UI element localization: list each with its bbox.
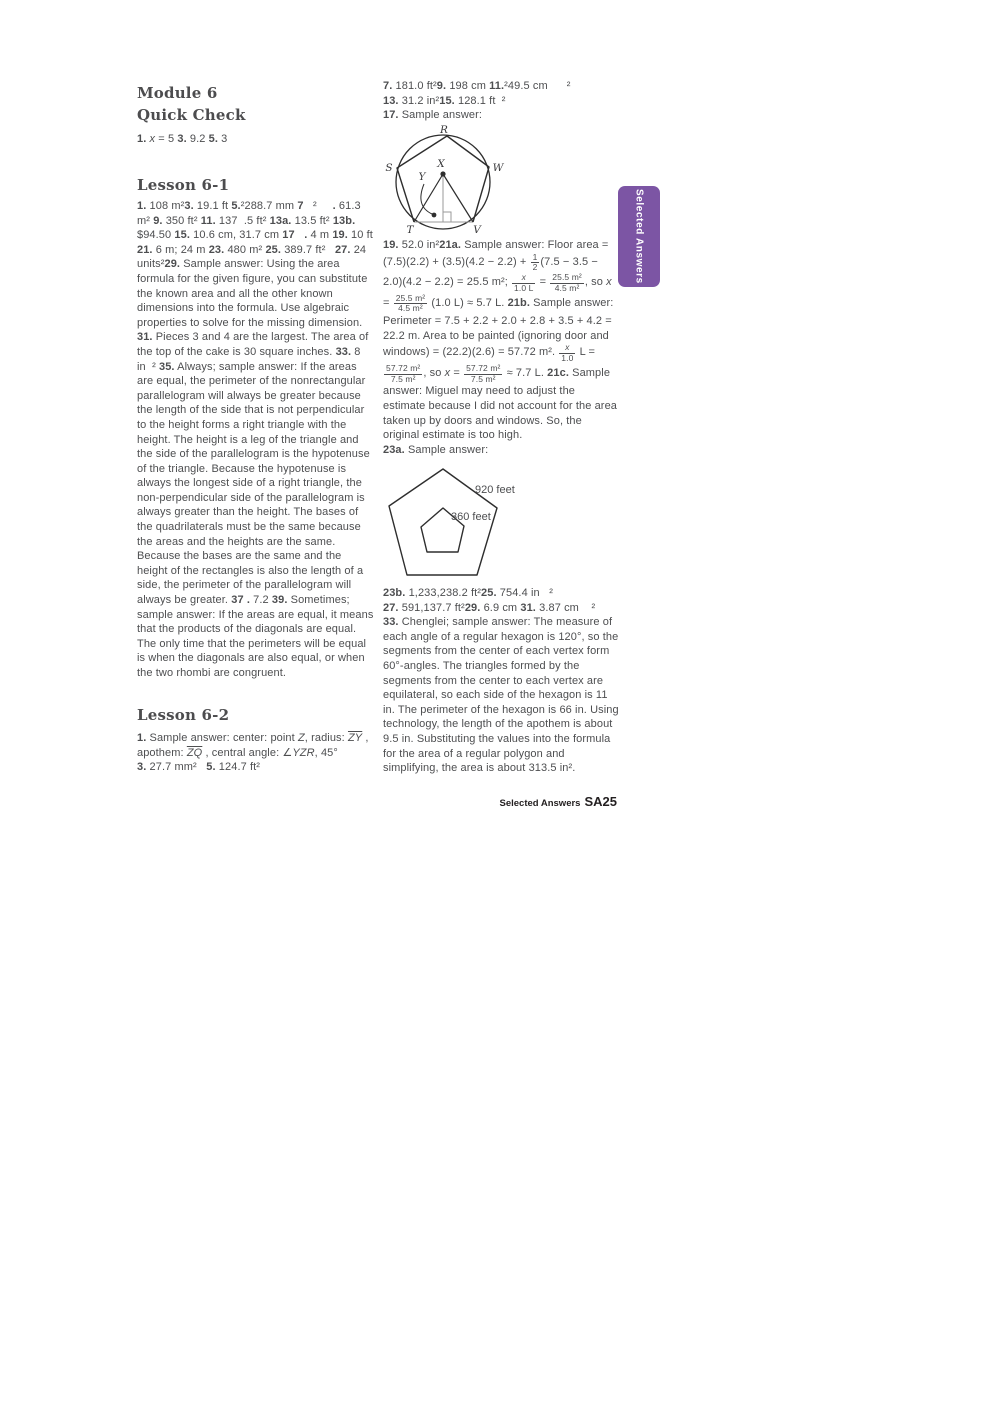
- point-label-y: Y: [418, 171, 426, 183]
- selected-answers-tab: [618, 186, 660, 287]
- vertex-label-r: R: [440, 124, 448, 136]
- center-label-x: X: [437, 158, 445, 170]
- quick-check-answers: 1. x = 5 3. 9.2 5. 3: [137, 133, 228, 145]
- outer-pentagon-label: 920 feet: [475, 484, 515, 496]
- center-point-x: [440, 171, 445, 176]
- lesson-6-1-answers: 1. 108 m²3. 19.1 ft 5.²288.7 mm 7 ² . 61.3 m² 9. 350 ft² 11. 137 .5 ft² 13a. 13.5 ft² 13b. $94.50 15. 10.6 cm, 31.7 cm 17 . 4 m 19. 10 ft 21. 6 m; 24 m 23. 480 m² 25. 389.7 ft² 27. 24 units²29. Sample answer: Using the area formula for the given figure, you can substitute the known area and all the other known dimensions into the formula. Use algebraic properties to solve for the missing dimension. 31. Pieces 3 and 4 are the largest. The area of the top of the cake is 30 square inches. 33. 8 in ² 35. Always; sample answer: If the areas are equal, the perimeter of the nonrectangular parallelogram will always be greater because the length of the side that is not perpendicular to the height forms a right triangle with the height. The height is a leg of the triangle and the side of the parallelogram is the hypotenuse of the triangle. Because the hypotenuse is always the longest side of a right triangle, the non-perpendicular side of the parallelogram is always greater than the height. The bases of the quadrilaterals must be the same because the areas and the heights are the same. Because the bases are the same and the height of the rectangles is also the length of a side, the perimeter of the parallelogram will always be greater. 37 . 7.2 39. Sometimes; sample answer: If the areas are equal, it means that the products of the diagonals are equal. The only time that the perimeters will be equal is when the diagonals are also equal, or when the two rhombi are congruent.: [137, 200, 374, 679]
- footer-section-label: Selected Answers: [499, 798, 581, 809]
- inner-pentagon-label: 360 feet: [451, 511, 491, 523]
- answers-23b-33: 23b. 1,233,238.2 ft²25. 754.4 in ² 27. 591,137.7 ft²29. 6.9 cm 31. 3.87 cm ² 33. Chenglei; sample answer: The measure of each angle of a regular hexagon is 120°, so the segments from the center of each vertex form 60°-angles. The triangles formed by the segments from the center to each vertex are equilateral, so each side of the hexagon is 11 in. The perimeter of the hexagon is 66 in. Using technology, the length of the apothem is about 9.5 in. Substituting the values into the formula for the area of a regular polygon and simplifying, the area is about 313.5 in².: [383, 587, 619, 775]
- radius-xv: [443, 174, 473, 222]
- inscribed-pentagon-figure: [381, 124, 541, 243]
- vertex-label-w: W: [492, 162, 504, 174]
- vertex-label-t: T: [406, 224, 414, 236]
- answers-19-23a: 19. 52.0 in²21a. Sample answer: Floor area = (7.5)(2.2) + (3.5)(4.2 − 2.2) + $\frac{1}{2}$ (7.5 − 3.5 − 2.0)(4.2 − 2.2) = 25.5 m²; $\frac{x}{1.0 L}$ = $\frac{\text{25.5 m²}}{\text{4.5 m²}}$ , so x = $\frac{\text{25.5 m²}}{\text{4.5 m²}}$ (1.0 L) ≈ 5.7 L. 21b. Sample answer: Perimeter = 7.5 + 2.2 + 2.0 + 2.8 + 3.5 + 4.2 = 22.2 m. Area to be painted (ignoring door and windows) = (22.2)(2.6) = 57.72 m². $\frac{x}{1.0}$ L = $\frac{\text{57.72 m²}}{\text{7.5 m²}}$ , so x = $\frac{\text{57.72 m²}}{\text{7.5 m²}}$ ≈ 7.7 L. 21c. Sample answer: Miguel may need to adjust the estimate because I did not account for the area taken up by doors and windows. So, the original estimate is too high. 23a. Sample answer:: [383, 239, 618, 456]
- nested-pentagons-figure: [385, 466, 525, 589]
- vertex-label-s: S: [385, 162, 393, 174]
- lesson-6-2-title: Lesson 6-2: [137, 706, 230, 724]
- page-footer: [383, 793, 617, 811]
- answers-7-17: 7. 181.0 ft²9. 198 cm 11.²49.5 cm ² 13. 31.2 in²15. 128.1 ft ² 17. Sample answer:: [383, 80, 571, 122]
- footer-page-number: SA25: [584, 794, 617, 809]
- y-pointer-curve: [421, 184, 432, 214]
- quick-check-title: Quick Check: [137, 106, 246, 124]
- point-y-dot: [432, 213, 437, 218]
- selected-answers-tab-label: Selected Answers: [633, 189, 645, 284]
- right-angle-mark: [443, 212, 451, 222]
- module-title: Module 6: [137, 84, 218, 102]
- lesson-6-1-title: Lesson 6-1: [137, 176, 230, 194]
- lesson-6-2-answers: 1. Sample answer: center: point Z, radius: $\overline{ZY}$ , apothem: $\overline{ZQ}$ , central angle: ∠YZR, 45° 3. 27.7 mm² 5. 124.7 ft²: [137, 732, 369, 774]
- vertex-label-v: V: [473, 224, 481, 236]
